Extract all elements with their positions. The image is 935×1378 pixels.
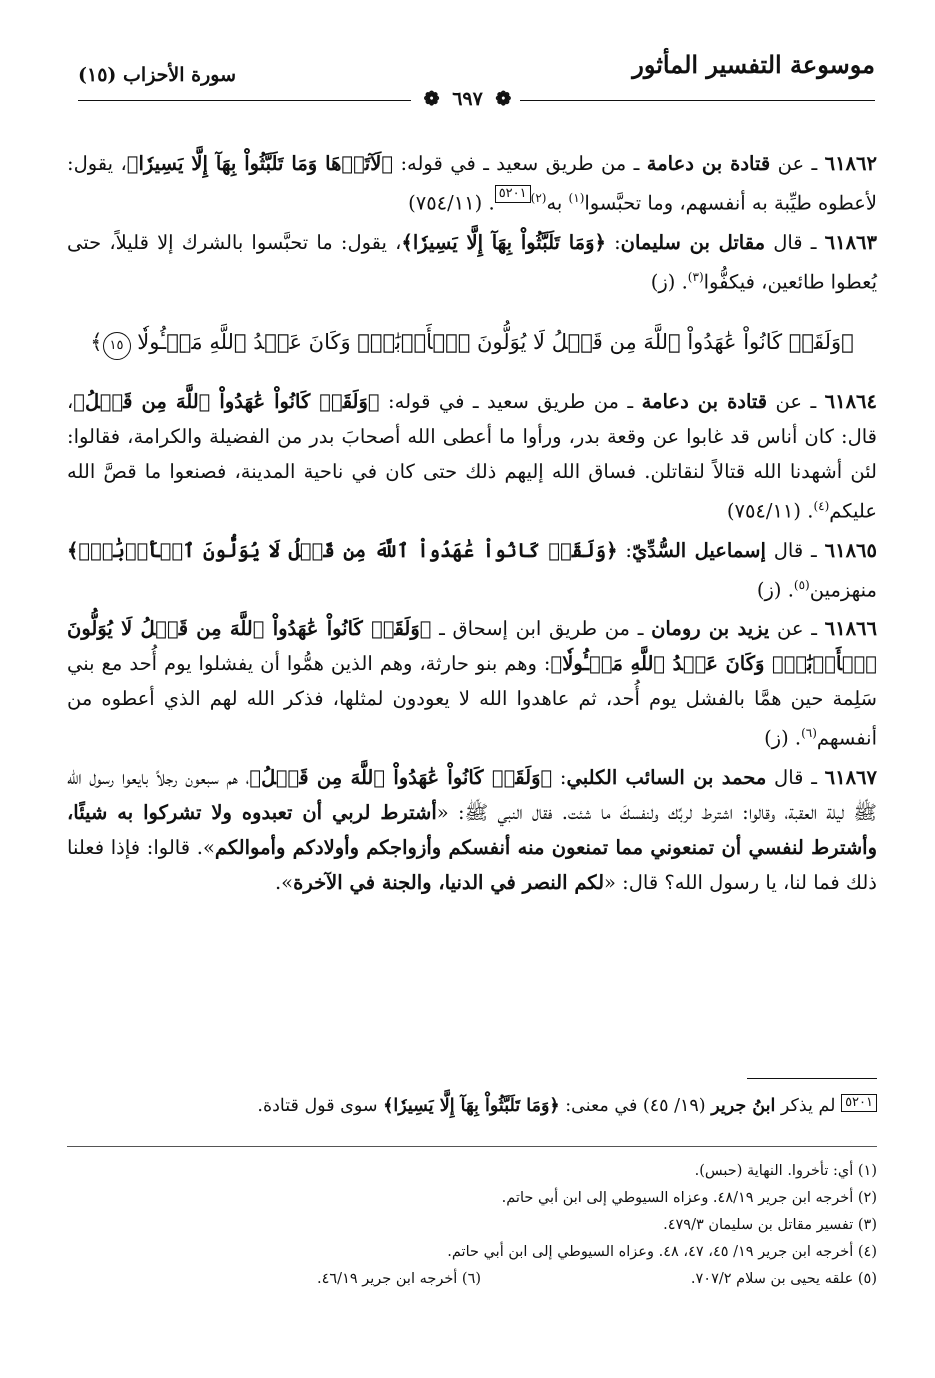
quran-quote: ﴿وَمَا تَلَبَّثُواْ بِهَآ إِلَّا يَسِيرٗا﴾ (401, 230, 606, 254)
hadith-quote: أشترط لربي أن تعبدوه ولا تشركوا به شيئًا، وأشترط لنفسي أن تمنعوني مما تمنعون منه أنفسكم وأزواجكم وأولادكم وأموالكم (67, 800, 877, 859)
author-name: ابنُ جرير (711, 1096, 776, 1116)
footnote-row (317, 1266, 877, 1293)
main-text (67, 146, 877, 904)
narrator-name: مقاتل بن سليمان (620, 230, 766, 254)
footnote-ref: (١) (568, 191, 585, 205)
footnote-ref: (٣) (687, 269, 704, 284)
narrator-name: قتادة بن دعامة (641, 390, 768, 413)
footnote-rule (67, 1146, 877, 1147)
paragraph: ٦١٨٦٣ ـ قال مقاتل بن سليمان: ﴿وَمَا تَلَبَّثُواْ بِهَآ إِلَّا يَسِيرٗا﴾، يقول: ما تحبَّسوا بالشرك إلا قليلاً، حتى يُعطوا طائعين، فيكفُّوا$^{(٣)}$. (ز) (67, 230, 878, 293)
note-ref-box: ٥٢٠١ (841, 1094, 877, 1112)
narration-number: ٦١٨٦٥ (824, 538, 877, 562)
narration-number: ٦١٨٦٧ (824, 765, 878, 789)
ayah-heading: ﴿وَلَقَدۡ كَانُواْ عَٰهَدُواْ ٱللَّهَ مِن قَبۡلُ لَا يُوَلُّونَ ٱلۡأَدۡبَٰرَۚ وَكَانَ عَهۡدُ ٱللَّهِ مَسۡـُٔولٗا ١٥﴾ (67, 325, 877, 360)
surah-header: سورة الأحزاب (١٥) (78, 64, 237, 86)
footnote: (٢) أخرجه ابن جرير ٤٨/١٩. وعزاه السيوطي إلى ابن أبي حاتم. (501, 1190, 877, 1206)
footnote: (٥) علقه يحيى بن سلام ٧٠٧/٢. (690, 1271, 877, 1287)
narrator-name: محمد بن السائب الكلبي (566, 765, 767, 789)
quran-quote: ﴿وَلَقَدۡ كَانُواْ عَٰهَدُواْ ٱللَّهَ مِن قَبۡلُ لَا يُوَلُّونَ ٱلۡأَدۡبَٰرَۚ﴾ (67, 538, 618, 562)
narration-number: ٦١٨٦٤ (824, 390, 877, 413)
footnote: (٣) تفسير مقاتل بن سليمان ٤٧٩/٣. (663, 1217, 877, 1233)
editor-note: ٥٢٠١ لم يذكر ابنُ جرير (١٩/ ٤٥) في معنى: ﴿وَمَا تَلَبَّثُواْ بِهَآ إِلَّا يَسِيرٗا﴾ سوى قول قتادة. (67, 1090, 877, 1122)
footnote-ref: (٥) (793, 577, 810, 592)
footnotes (67, 1158, 877, 1293)
hadith-quote: لكم النصر في الدنيا، والجنة في الآخرة (293, 870, 605, 894)
narrator-name: يزيد بن رومان (651, 617, 770, 640)
quran-quote: ﴿وَمَا تَلَبَّثُواْ بِهَآ إِلَّا يَسِيرٗا﴾ (383, 1096, 560, 1116)
paragraph: ٦١٨٦٥ ـ قال إسماعيل السُّدِّيّ: ﴿وَلَقَدۡ كَانُواْ عَٰهَدُواْ ٱللَّهَ مِن قَبۡلُ لَا يُوَلُّونَ ٱلۡأَدۡبَٰرَۚ﴾ منهزمين$^{(٥)}$. (ز) (67, 538, 877, 601)
footnote-ref: (٦) (801, 726, 817, 740)
footnote-ref: (٢) (530, 191, 547, 205)
footnote: (٤) أخرجه ابن جرير ١٩/ ٤٥، ٤٧، ٤٨. وعزاه السيوطي إلى ابن أبي حاتم. (447, 1244, 877, 1260)
page-number-row (0, 88, 935, 110)
note-rule (747, 1078, 877, 1079)
footnote: (٦) أخرجه ابن جرير ٤٦/١٩. (317, 1271, 482, 1287)
narrator-name: قتادة بن دعامة (646, 152, 771, 175)
paragraph: ٦١٨٦٧ ـ قال محمد بن السائب الكلبي: ﴿وَلَقَدۡ كَانُواْ عَٰهَدُواْ ٱللَّهَ مِن قَبۡلُ﴾، هم سبعون رجلاً بايعوا رسول الله ﷺ ليلة العقبة، وقالوا: اشترط لربِّك ولنفسكَ ما شئت. فقال النبي ﷺ: «أشترط لربي أن تعبدوه ولا تشركوا به شيئًا، وأشترط لنفسي أن تمنعوني مما تمنعون منه أنفسكم وأزواجكم وأولادكم وأموالكم». قالوا: فإذا فعلنا ذلك فما لنا، يا رسول الله؟ قال: «لكم النصر في الدنيا، والجنة في الآخرة». (67, 765, 878, 894)
ayah-number-icon: ١٥ (103, 332, 131, 360)
quran-quote: ﴿وَلَقَدۡ كَانُواْ عَٰهَدُواْ ٱللَّهَ مِن قَبۡلُ﴾ (73, 390, 380, 413)
page-number: ❁ ٦٩٧ ❁ (418, 88, 518, 110)
quran-quote: ﴿وَلَقَدۡ كَانُواْ عَٰهَدُواْ ٱللَّهَ مِن قَبۡلُ لَا يُوَلُّونَ ٱلۡأَدۡبَٰرَۚ وَكَانَ عَهۡدُ ٱللَّهِ مَسۡـُٔولٗا﴾ (67, 617, 877, 675)
narration-number: ٦١٨٦٢ (824, 152, 877, 175)
paragraph: ٦١٨٦٦ ـ عن يزيد بن رومان ـ من طريق ابن إسحاق ـ ﴿وَلَقَدۡ كَانُواْ عَٰهَدُواْ ٱللَّهَ مِن قَبۡلُ لَا يُوَلُّونَ ٱلۡأَدۡبَٰرَۚ وَكَانَ عَهۡدُ ٱللَّهِ مَسۡـُٔولٗا﴾: وهم بنو حارثة، وهم الذين همُّوا أن يفشلوا يوم أُحد مع بني سَلِمة حين همَّا بالفشل يوم أُحد، ثم عاهدوا الله لا يعودون لمثلها، فذكر الله لهم الذي أعطوه من أنفسهم$^{(٦)}$. (ز) (67, 617, 877, 750)
paragraph: ٦١٨٦٢ ـ عن قتادة بن دعامة ـ من طريق سعيد ـ في قوله: ﴿لَآتَوۡهَا وَمَا تَلَبَّثُواْ بِهَآ إِلَّا يَسِيرٗا﴾، يقول: لأعطوه طيِّبة به أنفسهم، وما تحبَّسوا$^{(١)}$ به$^{(٢)}$٥٢٠١. (٧٥٤/١١) (67, 152, 877, 215)
quran-quote: ﴿وَلَقَدۡ كَانُواْ عَٰهَدُواْ ٱللَّهَ مِن قَبۡلُ﴾ (249, 765, 553, 789)
paragraph: ٦١٨٦٤ ـ عن قتادة بن دعامة ـ من طريق سعيد ـ في قوله: ﴿وَلَقَدۡ كَانُواْ عَٰهَدُواْ ٱللَّهَ مِن قَبۡلُ﴾، قال: كان أناس قد غابوا عن وقعة بدر، ورأوا ما أعطى الله أصحابَ بدر من الفضيلة والكرامة، فقالوا: لئن أشهدنا الله قتالاً لنقاتلن. فساق الله إليهم ذلك حتى كان في ناحية المدينة، فصنعوا ما قصَّ الله عليكم$^{(٤)}$. (٧٥٤/١١) (67, 390, 877, 523)
book-title: موسوعة التفسير المأثور (632, 50, 875, 79)
note-ref-box: ٥٢٠١ (495, 185, 531, 203)
narration-number: ٦١٨٦٣ (824, 230, 878, 254)
footnote: (١) أي: تأخروا. النهاية (حبس). (694, 1163, 877, 1179)
quran-quote: ﴿لَآتَوۡهَا وَمَا تَلَبَّثُواْ بِهَآ إِلَّا يَسِيرٗا﴾ (126, 152, 394, 175)
narrator-name: إسماعيل السُّدِّيّ (631, 538, 766, 562)
footnote-ref: (٤) (813, 499, 830, 513)
narration-number: ٦١٨٦٦ (824, 617, 877, 640)
